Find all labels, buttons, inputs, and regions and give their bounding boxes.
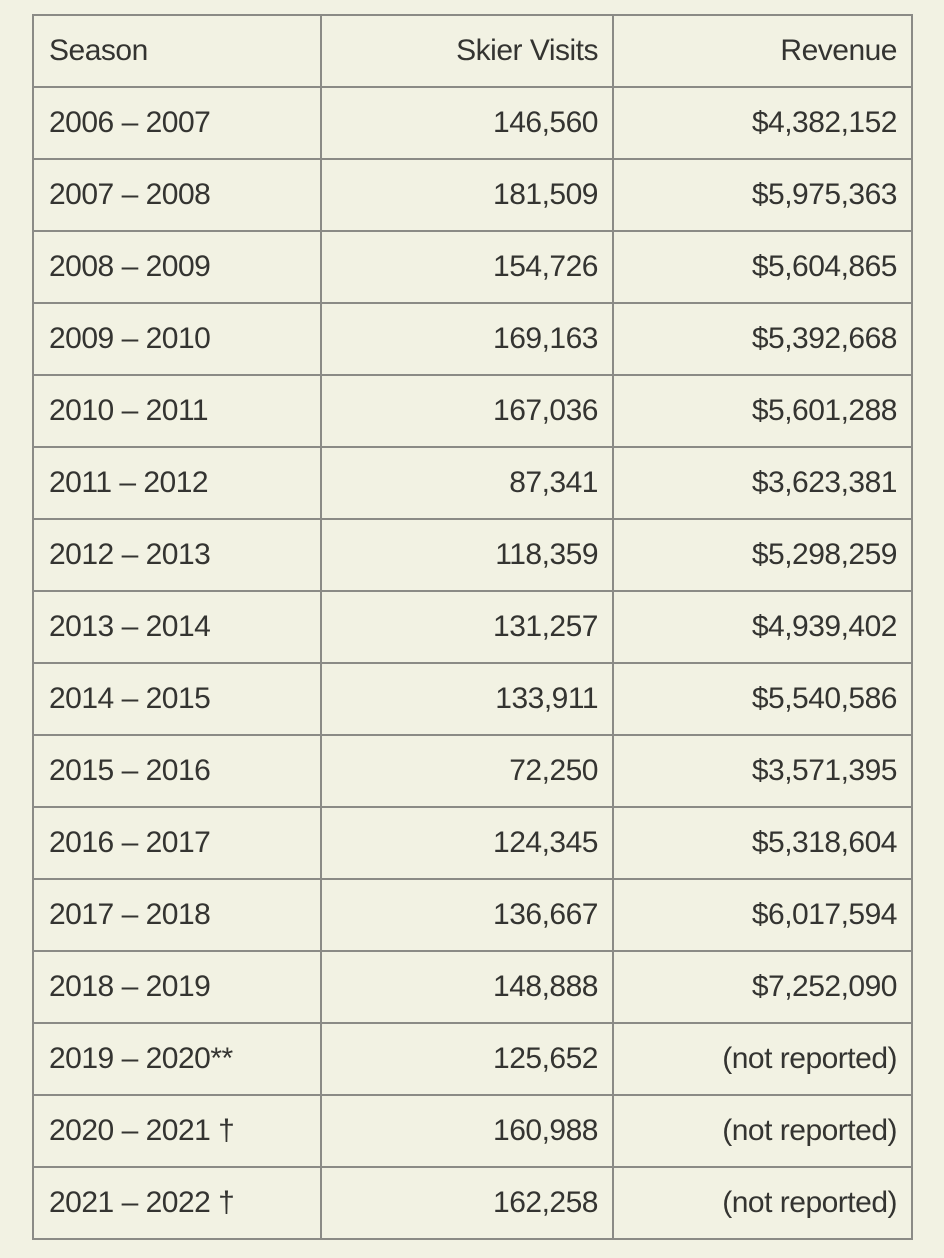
season-cell: 2011 – 2012 <box>33 447 321 519</box>
season-cell: 2014 – 2015 <box>33 663 321 735</box>
revenue-cell: $5,318,604 <box>613 807 912 879</box>
table-row <box>33 879 912 951</box>
revenue-cell: $7,252,090 <box>613 951 912 1023</box>
season-cell: 2008 – 2009 <box>33 231 321 303</box>
season-cell: 2006 – 2007 <box>33 87 321 159</box>
table-row <box>33 519 912 591</box>
table-body <box>33 87 912 1239</box>
visits-cell: 148,888 <box>321 951 613 1023</box>
season-cell: 2017 – 2018 <box>33 879 321 951</box>
visits-cell: 125,652 <box>321 1023 613 1095</box>
visits-cell: 124,345 <box>321 807 613 879</box>
visits-cell: 167,036 <box>321 375 613 447</box>
header-season: Season <box>33 15 321 87</box>
table-row <box>33 735 912 807</box>
revenue-cell: $3,571,395 <box>613 735 912 807</box>
visits-cell: 181,509 <box>321 159 613 231</box>
visits-cell: 146,560 <box>321 87 613 159</box>
revenue-cell: $3,623,381 <box>613 447 912 519</box>
season-cell: 2019 – 2020** <box>33 1023 321 1095</box>
season-cell: 2007 – 2008 <box>33 159 321 231</box>
revenue-cell: $5,298,259 <box>613 519 912 591</box>
revenue-cell: $5,601,288 <box>613 375 912 447</box>
table-row <box>33 663 912 735</box>
revenue-cell: $4,939,402 <box>613 591 912 663</box>
season-cell: 2021 – 2022 † <box>33 1167 321 1239</box>
table-row <box>33 1023 912 1095</box>
visits-cell: 162,258 <box>321 1167 613 1239</box>
revenue-cell: (not reported) <box>613 1095 912 1167</box>
visits-cell: 118,359 <box>321 519 613 591</box>
season-cell: 2020 – 2021 † <box>33 1095 321 1167</box>
revenue-cell: (not reported) <box>613 1167 912 1239</box>
revenue-cell: $4,382,152 <box>613 87 912 159</box>
revenue-cell: $5,392,668 <box>613 303 912 375</box>
visits-cell: 169,163 <box>321 303 613 375</box>
visits-cell: 72,250 <box>321 735 613 807</box>
table-row <box>33 1167 912 1239</box>
table-row <box>33 1095 912 1167</box>
season-cell: 2018 – 2019 <box>33 951 321 1023</box>
season-cell: 2012 – 2013 <box>33 519 321 591</box>
season-cell: 2009 – 2010 <box>33 303 321 375</box>
table-row <box>33 159 912 231</box>
season-cell: 2015 – 2016 <box>33 735 321 807</box>
table-row <box>33 447 912 519</box>
season-cell: 2016 – 2017 <box>33 807 321 879</box>
header-revenue: Revenue <box>613 15 912 87</box>
revenue-cell: $5,604,865 <box>613 231 912 303</box>
visits-cell: 87,341 <box>321 447 613 519</box>
table-row <box>33 591 912 663</box>
table-row <box>33 231 912 303</box>
table-row <box>33 807 912 879</box>
table-row <box>33 87 912 159</box>
table-row <box>33 951 912 1023</box>
visits-cell: 154,726 <box>321 231 613 303</box>
table-row <box>33 375 912 447</box>
revenue-cell: (not reported) <box>613 1023 912 1095</box>
revenue-cell: $5,975,363 <box>613 159 912 231</box>
visits-cell: 160,988 <box>321 1095 613 1167</box>
header-skier-visits: Skier Visits <box>321 15 613 87</box>
season-cell: 2013 – 2014 <box>33 591 321 663</box>
visits-cell: 131,257 <box>321 591 613 663</box>
table-row <box>33 303 912 375</box>
table-header-row <box>33 15 912 87</box>
season-visits-revenue-table <box>32 14 913 1240</box>
revenue-cell: $6,017,594 <box>613 879 912 951</box>
visits-cell: 133,911 <box>321 663 613 735</box>
season-cell: 2010 – 2011 <box>33 375 321 447</box>
visits-cell: 136,667 <box>321 879 613 951</box>
revenue-cell: $5,540,586 <box>613 663 912 735</box>
